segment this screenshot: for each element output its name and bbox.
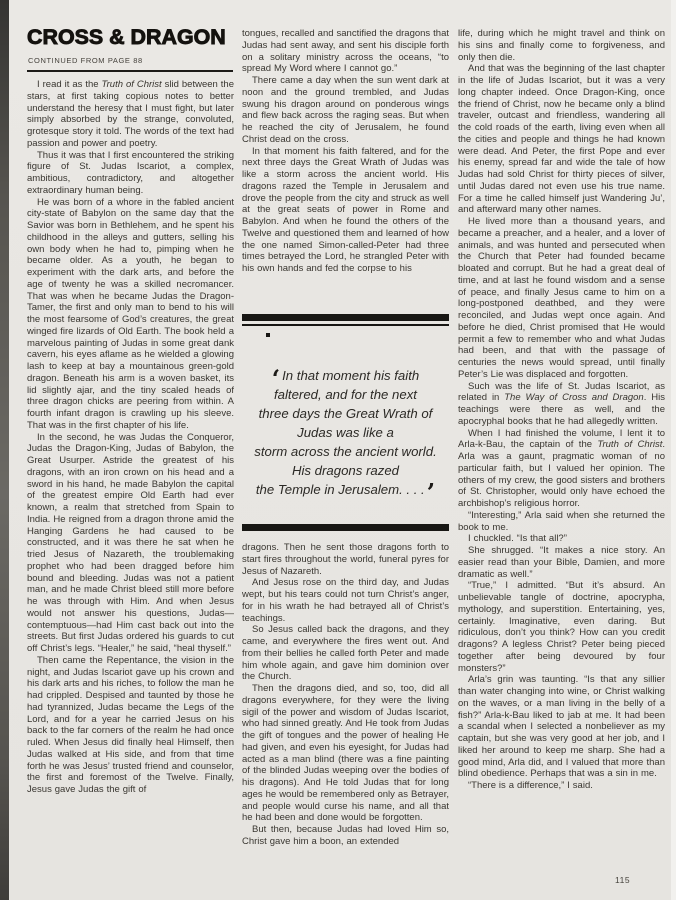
paragraph: So Jesus called back the dragons, and they came, and everywhere the fires went out. And from their bellies he called forth Peter and made him whole again, and gave him dominion over the Church. xyxy=(242,624,449,683)
paragraph: Thus it was that I first encountered the striking figure of St. Judas Iscariot, a complex, ambitious, contradictory, and altogether extraordinary human being. xyxy=(27,149,234,196)
paragraph: I read it as the Truth of Christ slid between the stars, at first taking copious notes to better understand the heresy that I must fight, but later simply absorbed by the strange, convoluted, grotesque story it told. The words of the text had passion and power and poetry. xyxy=(27,79,234,149)
paragraph: dragons. Then he sent those dragons forth to start fires throughout the world, funeral pyres for Jesus of Nazareth. xyxy=(242,542,449,577)
pull-quote-separator-top-rule xyxy=(242,324,449,326)
paragraph: He was born of a whore in the fabled ancient city-state of Babylon on the same day that the Savior was born in Bethlehem, and he spent his childhood in the alleys and gutters, selling his own body when he had to, pimping when he became older. As a youth, he began to experiment with the dark arts, and before the age of twenty he was a skilled necromancer. That was when he became Judas the Dragon-Tamer, the first and only man to bend to his will the most fearsome of God’s creatures, the great winged fire lizards of Old Earth. The book held a marvelous painting of Judas in some great dank cavern, his eyes aflame as he wielded a glowing lash to keep at bay a mountainous green-gold dragon. Beneath his arm is a woven basket, its lid slightly ajar, and the tiny scaled heads of three dragon chicks are peering from within. A fourth infant dragon is crawling up his sleeve. That was in the first chapter of his life. xyxy=(27,196,234,431)
pull-quote-text: In that moment his faith faltered, and for the next three days the Great Wrath of Judas was like a storm across the ancient world. His dragons razed the Temple in Jerusalem. . . . xyxy=(254,368,437,497)
article-column-2-bottom xyxy=(242,542,449,875)
paragraph: “Interesting,” Arla said when she returned the book to me. xyxy=(458,509,665,533)
scan-page-edge-right xyxy=(671,0,676,900)
pull-quote-bullet-dot xyxy=(266,333,270,337)
paragraph: There came a day when the sun went dark at noon and the ground trembled, and Judas swung his dragon around on ponderous wings and flew back across the raging seas. But when he reached the city of Jerusalem, he found Christ dead on the cross. xyxy=(242,75,449,145)
paragraph: And Jesus rose on the third day, and Judas wept, but his tears could not turn Christ’s anger, for in his wrath he had betrayed all of Christ’s teachings. xyxy=(242,577,449,624)
paragraph: He lived more than a thousand years, and became a preacher, and a healer, and a lover of animals, and was hunted and persecuted when the Church that Peter had founded became bloated and corrupt. But he had a great deal of time, and at last he found wisdom and a sense of peace, and finally Jesus came to him on a long-postponed deathbed, and they were reconciled, and Judas wept once again. And before he died, Christ promised that He would permit a few to remember who and what Judas had been, and that with the passage of centuries the news would spread, until finally Peter’s Lie was displaced and forgotten. xyxy=(458,216,665,380)
paragraph: But then, because Judas had loved Him so, Christ gave him a boon, an extended xyxy=(242,824,449,847)
paragraph: Then came the Repentance, the vision in the night, and Judas Iscariot gave up his crown and his dark arts and his riches, to follow the man he had crippled. Despised and taunted by those he had tyrannized, Judas became the Legs of the Lord, and for a year he carried Jesus on his back to the far corners of the realm he had once ruled. When Jesus did finally heal Himself, then Judas walked at His side, and from that time forth he was Jesus’ trusted friend and counselor, the first and foremost of the Twelve. Finally, Jesus gave Judas the gift of xyxy=(27,654,234,795)
paragraph: Such was the life of St. Judas Iscariot, as related in The Way of Cross and Dragon. His teachings were there as well, and the apocryphal books that he had allegedly written. xyxy=(458,380,665,427)
paragraph: I chuckled. “Is that all?” xyxy=(468,533,567,545)
paragraph: Arla’s grin was taunting. “Is that any sillier than water changing into wine, or Christ walking on the waves, or a man living in the belly of a fish?” Arla-k-Bau liked to jab at me. It had been a scandal when I selected a nonbeliever as my captain, but she was very good at her job, and I liked her around to keep me sharp. She had a good mind, Arla did, and I valued that more than blind obedience. Perhaps that was a sin in me. xyxy=(458,674,665,780)
paragraph: And that was the beginning of the last chapter in the life of Judas Iscariot, but it was a very long chapter indeed. Once Dragon-King, once the friend of Christ, now he became only a blind traveler, outcast and friendless, wandering all the cold roads of the earth, living even when all the cities and people and things he had known were dead. And Peter, the first Pope and ever his enemy, spread far and wide the tale of how Judas had sold Christ for thirty pieces of silver, until Judas dared not even use his true name. For a time he called himself just Wandering Ju’, and afterward many other names. xyxy=(458,63,665,216)
open-quote-mark-icon: ‘ xyxy=(271,364,281,393)
header-rule xyxy=(27,70,233,72)
close-quote-mark-icon: ’ xyxy=(426,478,436,507)
pull-quote-text-block xyxy=(254,364,437,507)
paragraph: tongues, recalled and sanctified the dragons that Judas had sent away, and sent his disciple forth on a solitary ministry across the oceans, “to spread My Word where I cannot go.” xyxy=(242,28,449,75)
pull-quote-separator-bottom-bar xyxy=(242,524,449,531)
paragraph: “True,” I admitted. “But it’s absurd. An unbelievable tangle of doctrine, apocrypha, mythology, and superstition. Entertaining, yes, certainly. Imaginative, even daring. But ridiculous, don’t you think? How can you credit dragons? A legless Christ? Peter being pieced together after being devoured by four monsters?” xyxy=(458,580,665,674)
paragraph: When I had finished the volume, I lent it to Arla-k-Bau, the captain of the Truth of Christ. Arla was a gaunt, pragmatic woman of no particular faith, but I valued her opinion. The others of my crew, the good sisters and brothers of St. Christopher, would only have echoed the archbishop’s religious horror. xyxy=(458,427,665,509)
paragraph: In the second, he was Judas the Conqueror, Judas the Dragon-King, Judas of Babylon, the Great Usurper. Astride the greatest of his dragons, with an iron crown on his head and a sword in his hand, he made Babylon the capital of the greatest empire Old Earth had ever known, a realm that stretched from Spain to India. He reigned from a dragon throne amid the Hanging Gardens he had caused to be constructed, and it was there he sat when he tried Jesus of Nazareth, the troublemaking prophet who had been dragged before him bound and bleeding. Judas was not a patient man, and he made Christ bleed still more before he was through with Him. And when Jesus would not answer his questions, Judas—contemptuous—had Him cast back out into the streets. But first Judas ordered his guards to cut off Christ’s legs. “Healer,” he said, “heal thyself.” xyxy=(27,431,234,654)
pull-quote xyxy=(242,345,449,520)
paragraph: “There is a difference,” I said. xyxy=(468,780,593,791)
article-column-2-top xyxy=(242,28,449,315)
paragraph: She shrugged. “It makes a nice story. An easier read than your Bible, Damien, and more dramatic as well.” xyxy=(458,545,665,580)
paragraph: Then the dragons died, and so, too, did all dragons everywhere, for they were the living sigil of the power and wisdom of Judas Iscariot, who had sinned greatly. And He took from Judas the gift of tongues and the power of healing He had given, and even his eyesight, for Judas had acted as a man blind (there was a fine painting of the blinded Judas weeping over the bodies of his dragons). And He told Judas that for long ages he would be remembered only as Betrayer, and people would curse his name, and all that he had been and done would be forgotten. xyxy=(242,683,449,824)
article-column-1 xyxy=(27,79,234,874)
continued-from-label: CONTINUED FROM PAGE 88 xyxy=(28,56,143,65)
scan-page-edge-left xyxy=(0,0,9,900)
pull-quote-separator-top-bar xyxy=(242,314,449,321)
article-column-3 xyxy=(458,28,665,875)
page-number: 115 xyxy=(615,875,631,885)
page-title: CROSS & DRAGON xyxy=(27,26,226,49)
paragraph: In that moment his faith faltered, and for the next three days the Great Wrath of Judas was like a storm across the ancient world. His dragons razed the Temple in Jerusalem and drove the people from the city and struck as well at the great seats of power in Rome and Babylon. And when he found the others of the Twelve and questioned them and learned of how the one named Simon-called-Peter had three times betrayed the Lord, he strangled Peter with his own hands and fed the corpse to his xyxy=(242,145,449,274)
paragraph: life, during which he might travel and think on his sins and finally come to forgiveness, and only then die. xyxy=(458,28,665,63)
